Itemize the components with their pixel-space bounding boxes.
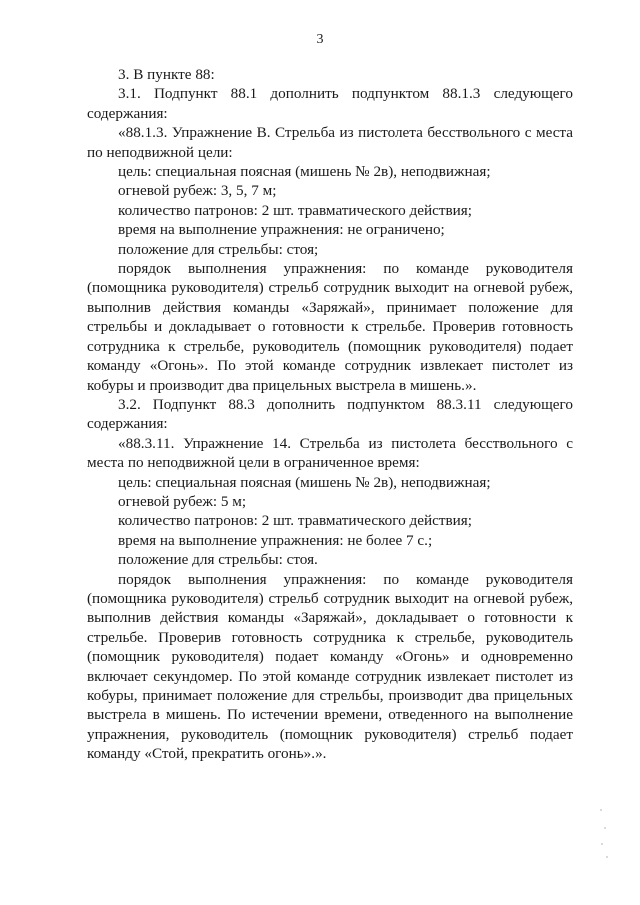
paragraph: время на выполнение упражнения: не ограничено; [118,221,445,239]
paragraph: 3.2. Подпункт 88.3 дополнить подпунктом 88.3.11 следующего содержания: [87,395,573,433]
paragraph: положение для стрельбы: стоя. [118,551,318,569]
paragraph: цель: специальная поясная (мишень № 2в), неподвижная; [118,163,491,181]
document-body [87,65,573,764]
paragraph: цель: специальная поясная (мишень № 2в), неподвижная; [118,473,491,491]
paragraph: порядок выполнения упражнения: по команде руководителя (помощника руководителя) стрельб сотрудник выходит на огневой рубеж, выполнив действия команды «Заряжай», принимает положение для стрельбы и докладывает о готовности к стрельбе. Проверив готовность сотрудника к стрельбе, руководитель (помощник руководителя) подает команду «Огонь». По этой команде сотрудник извлекает пистолет из кобуры и производит два прицельных выстрела в мишень.». [87,260,573,394]
paragraph: порядок выполнения упражнения: по команде руководителя (помощника руководителя) стрельб сотрудник выходит на огневой рубеж, выполнив действия команды «Заряжай», докладывает о готовности к стрельбе. Проверив готовность сотрудника к стрельбе, руководитель (помощник руководителя) подает команду «Огонь» и одновременно включает секундомер. По этой команде сотрудник извлекает пистолет из кобуры, принимает положение для стрельбы, производит два прицельных выстрела в мишень. По истечении времени, отведенного на выполнение упражнения, руководитель (помощник руководителя) стрельб подает команду «Стой, прекратить огонь».». [87,570,573,763]
paragraph: 3. В пункте 88: [118,66,215,83]
paragraph: положение для стрельбы: стоя; [118,240,319,258]
scan-artifact [598,805,610,865]
paragraph: количество патронов: 2 шт. травматического действия; [118,201,472,219]
paragraph: количество патронов: 2 шт. травматического действия; [118,512,472,530]
paragraph: «88.3.11. Упражнение 14. Стрельба из пистолета бесствольного с места по неподвижной цели в ограниченное время: [87,434,573,472]
paragraph: огневой рубеж: 5 м; [118,492,247,510]
paragraph: «88.1.3. Упражнение В. Стрельба из пистолета бесствольного с места по неподвижной цели: [87,124,573,161]
paragraph: огневой рубеж: 3, 5, 7 м; [118,182,277,200]
page-number: 3 [316,32,324,47]
paragraph: 3.1. Подпункт 88.1 дополнить подпунктом 88.1.3 следующего содержания: [87,85,573,122]
paragraph: время на выполнение упражнения: не более 7 с.; [118,531,433,549]
